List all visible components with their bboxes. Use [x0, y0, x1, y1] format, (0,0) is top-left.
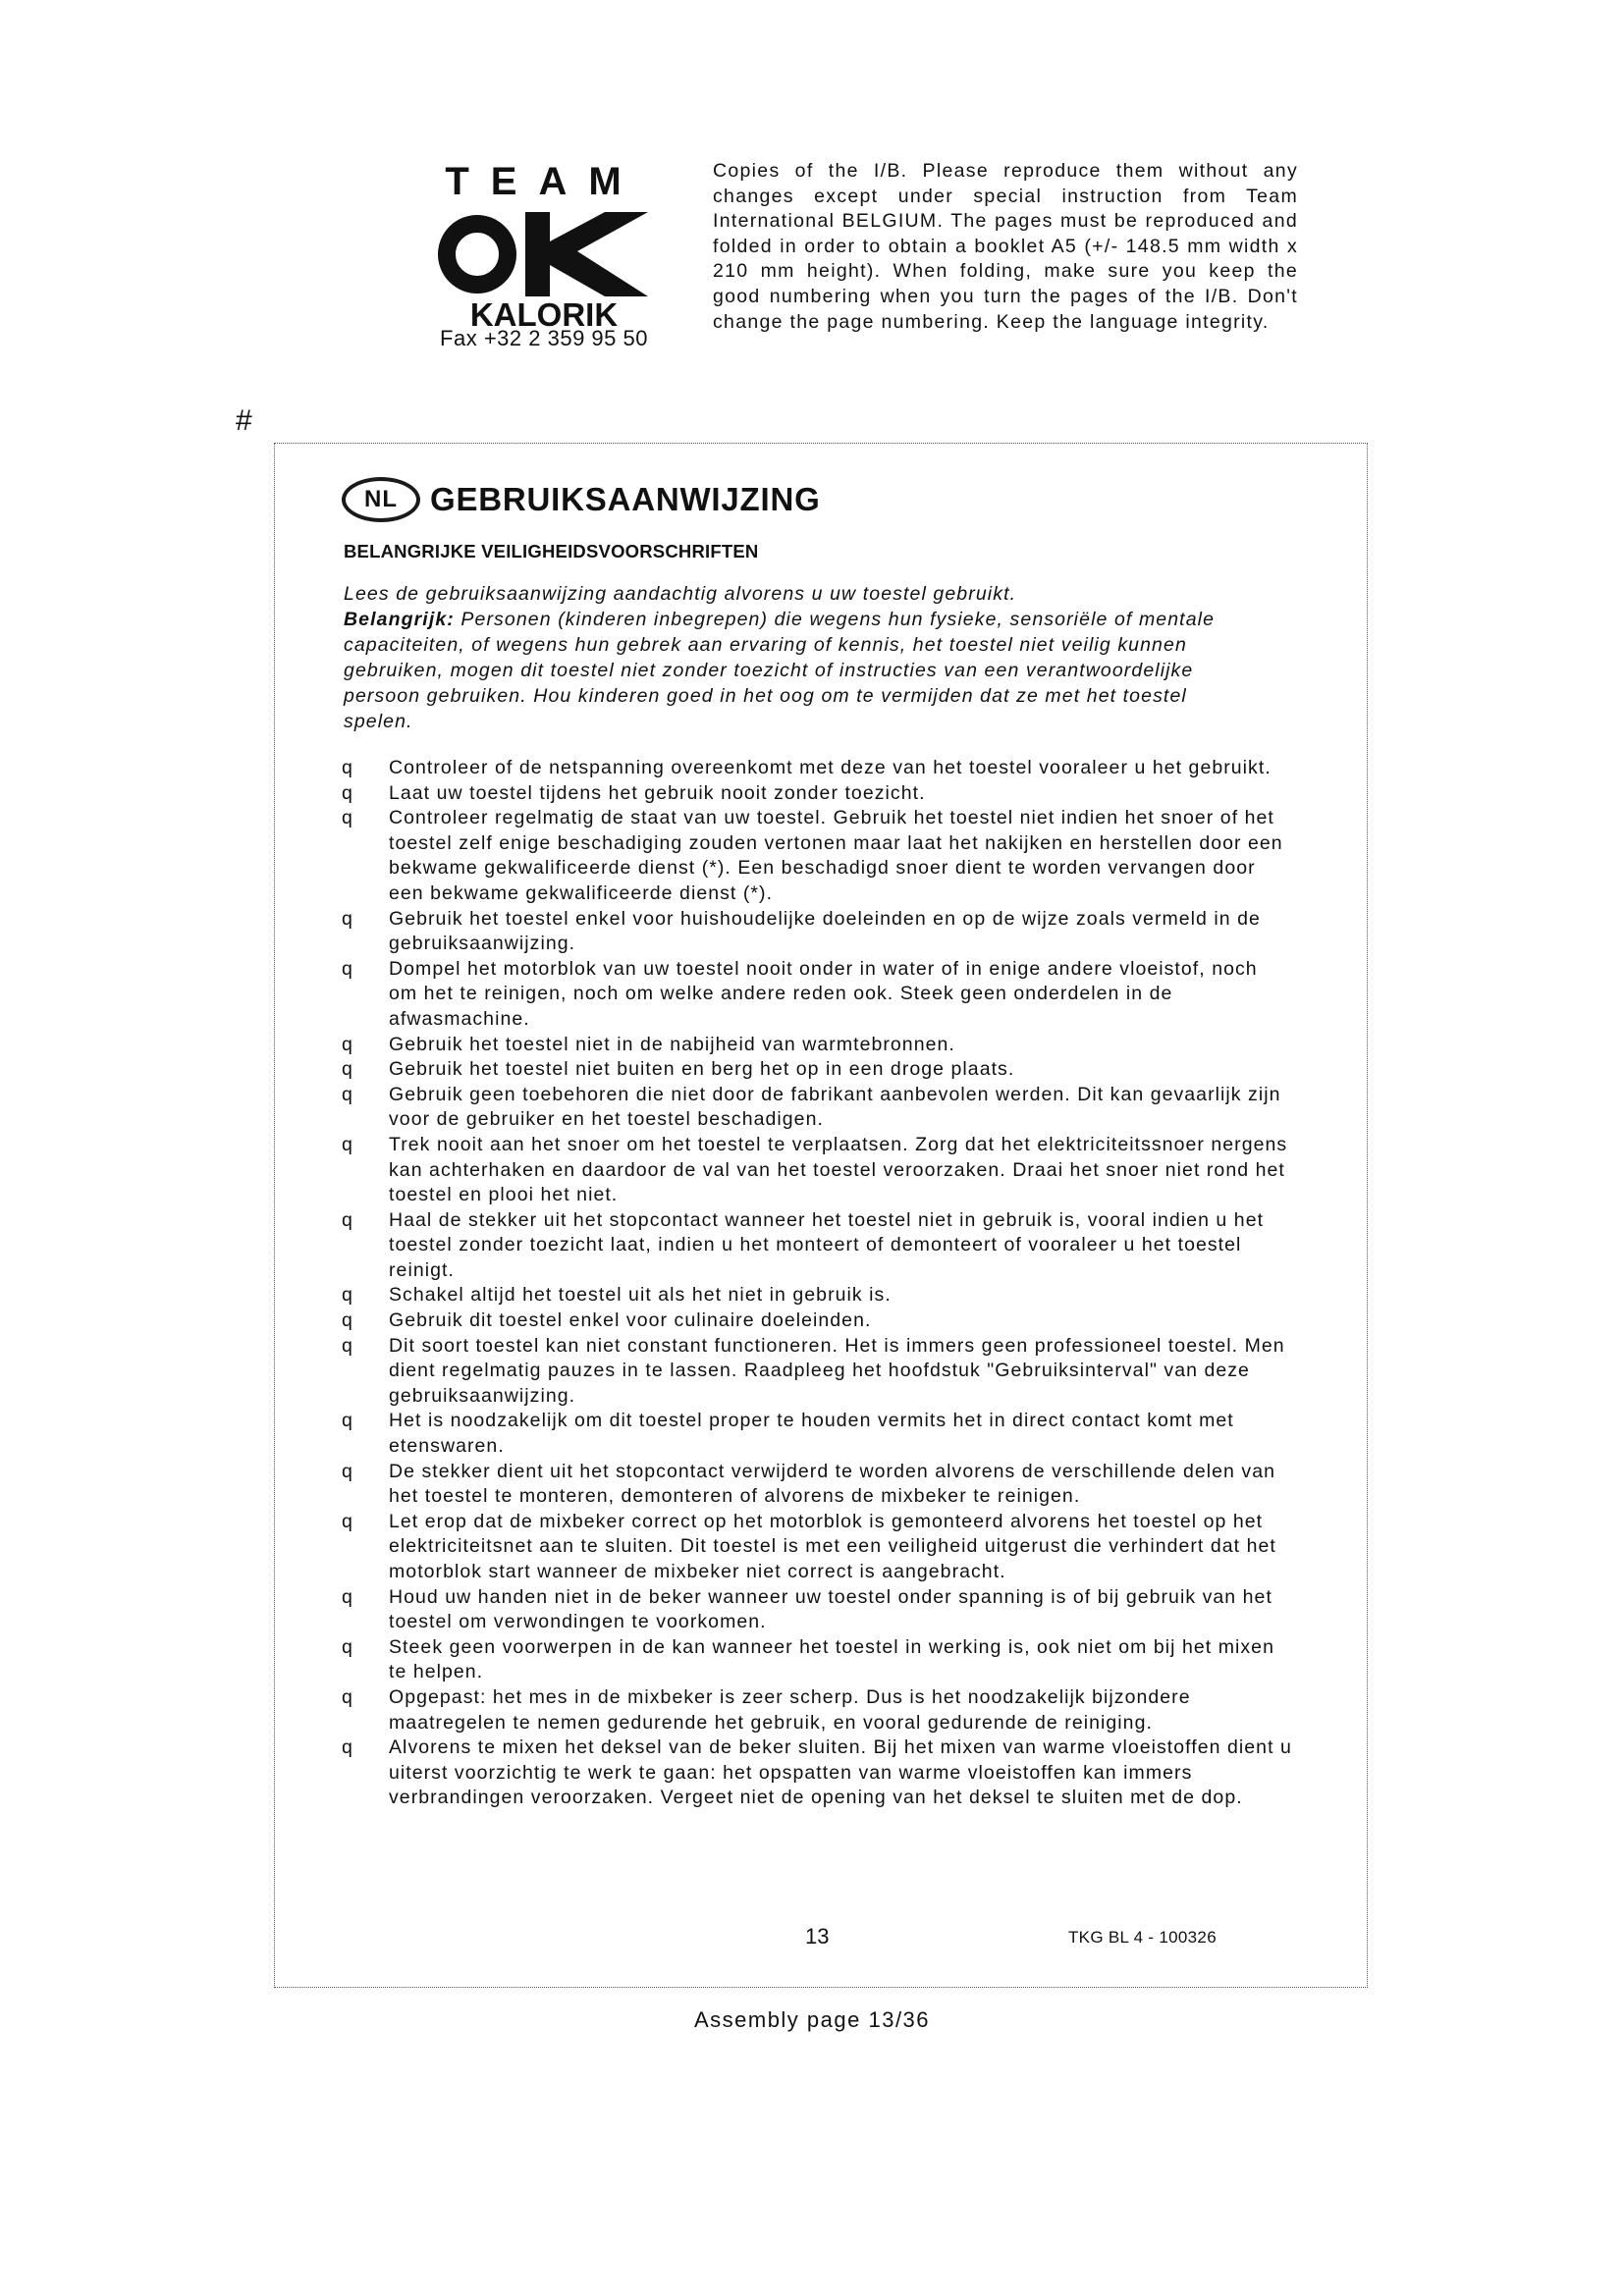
- list-item: [342, 1334, 1292, 1410]
- important-text: Personen (kinderen inbegrepen) die wegens hun fysieke, sensoriële of mentale capaciteiten, of wegens hun gebrek aan ervaring of kennis, het toestel niet veilig kunnen gebruiken, mogen dit toestel niet zonder toezicht of instructies van een verantwoordelijke persoon gebruiken. Hou kinderen goed in het oog om te vermijden dat ze met het toestel spelen.: [344, 609, 1216, 732]
- list-item-text: Het is noodzakelijk om dit toestel proper te houden vermits het in direct contact komt met etenswaren.: [389, 1410, 1234, 1458]
- bullet-marker: q: [342, 1033, 353, 1055]
- bullet-marker: q: [342, 1736, 353, 1759]
- bullet-marker: q: [342, 1083, 353, 1105]
- section-title: BELANGRIJKE VEILIGHEIDSVOORSCHRIFTEN: [344, 541, 759, 561]
- list-item-text: Gebruik dit toestel enkel voor culinaire doeleinden.: [389, 1309, 872, 1332]
- bullet-marker: q: [342, 1510, 353, 1532]
- logo-team-text: TEAM: [445, 160, 643, 203]
- list-item-text: Gebruik geen toebehoren die niet door de fabrikant aanbevolen werden. Dit kan gevaarlijk zijn voor de gebruiker en het toestel beschadigen.: [389, 1083, 1281, 1131]
- intro-line: Lees de gebruiksaanwijzing aandachtig alvorens u uw toestel gebruikt.: [344, 583, 1017, 605]
- bullet-marker: q: [342, 1460, 353, 1482]
- list-item-text: Laat uw toestel tijdens het gebruik nooit zonder toezicht.: [389, 781, 926, 804]
- list-item-text: Alvorens te mixen het deksel van de beker sluiten. Bij het mixen van warme vloeistoffen dient u uiterst voorzichtig te werk te gaan: het opspatten van warme vloeistoffen kan immers verbrandingen veroorzaken. Vergeet niet de opening van het deksel te sluiten met de dop.: [389, 1736, 1292, 1809]
- list-item-text: Gebruik het toestel enkel voor huishoudelijke doeleinden en op de wijze zoals vermeld in de gebruiksaanwijzing.: [389, 907, 1261, 955]
- list-item: [342, 1083, 1292, 1133]
- language-badge: NL: [342, 477, 420, 522]
- bullet-marker: q: [342, 1133, 353, 1155]
- list-item: [342, 806, 1292, 906]
- bullet-marker: q: [342, 1058, 353, 1081]
- list-item-text: Opgepast: het mes in de mixbeker is zeer scherp. Dus is het noodzakelijk bijzondere maatregelen te nemen gedurende het gebruik, en vooral gedurende de reiniging.: [389, 1685, 1191, 1734]
- list-item-text: Houd uw handen niet in de beker wanneer uw toestel onder spanning is of bij gebruik van het toestel om verwondingen te voorkomen.: [389, 1585, 1272, 1633]
- list-item-text: Schakel altijd het toestel uit als het niet in gebruik is.: [389, 1284, 892, 1307]
- list-item: [342, 907, 1292, 957]
- assembly-page-label: Assembly page 13/36: [693, 2007, 931, 2032]
- bullet-marker: q: [342, 1410, 353, 1432]
- intro-text: [344, 581, 1247, 734]
- list-item: [342, 1409, 1292, 1459]
- title-row: [342, 471, 821, 528]
- list-item: [342, 1735, 1292, 1811]
- list-item-text: Controleer regelmatig de staat van uw toestel. Gebruik het toestel niet indien het snoer of het toestel zelf enige beschadiging zouden vertonen maar laat het nakijken en herstellen door een bekwame gekwalificeerde dienst (*). Een beschadigd snoer dient te worden vervangen door een bekwame gekwalificeerde dienst (*).: [389, 807, 1283, 904]
- list-item-text: Dit soort toestel kan niet constant functioneren. Het is immers geen professioneel toestel. Men dient regelmatig pauzes in te lassen. Raadpleeg het hoofdstuk "Gebruiksinterval" van deze gebruiksaanwijzing.: [389, 1334, 1285, 1407]
- bullet-marker: q: [342, 781, 353, 804]
- fax-number: Fax +32 2 359 95 50: [440, 326, 648, 350]
- list-item: [342, 1208, 1292, 1284]
- manual-page: [274, 443, 1368, 1988]
- page-title: GEBRUIKSAANWIJZING: [430, 481, 821, 517]
- bullet-marker: q: [342, 807, 353, 829]
- bullet-marker: q: [342, 1685, 353, 1708]
- list-item: [342, 1510, 1292, 1585]
- list-item-text: Haal de stekker uit het stopcontact wanneer het toestel niet in gebruik is, vooral indien u het toestel zonder toezicht laat, indien u het monteert of demonteert of vooraleer u het toestel reinigt.: [389, 1208, 1265, 1281]
- team-kalorik-logo: [430, 159, 658, 328]
- bullet-marker: q: [342, 1284, 353, 1307]
- bullet-marker: q: [342, 757, 353, 778]
- list-item: [342, 1460, 1292, 1510]
- list-item-text: Gebruik het toestel niet buiten en berg het op in een droge plaats.: [389, 1058, 1015, 1081]
- list-item-text: Dompel het motorblok van uw toestel nooit onder in water of in enige andere vloeistof, noch om het te reinigen, noch om welke andere reden ook. Steek geen onderdelen in de afwasmachine.: [389, 957, 1258, 1030]
- bullet-marker: q: [342, 1309, 353, 1332]
- list-item: [342, 1057, 1292, 1083]
- kalorik-logo-icon: [430, 159, 658, 328]
- bullet-marker: q: [342, 1585, 353, 1608]
- bullet-marker: q: [342, 957, 353, 980]
- bullet-marker: q: [342, 1208, 353, 1231]
- list-item: [342, 1308, 1292, 1334]
- header: [430, 155, 1314, 381]
- reproduction-instructions: Copies of the I/B. Please reproduce them without any changes except under special instruction from Team International BELGIUM. The pages must be reproduced and folded in order to obtain a booklet A5 (+/- 148.5 mm width x 210 mm height). When folding, make sure you keep the good numbering when you turn the pages of the I/B. Don't change the page numbering. Keep the language integrity.: [713, 160, 1298, 333]
- safety-list: [342, 756, 1292, 1811]
- bullet-marker: q: [342, 907, 353, 930]
- list-item: [342, 1685, 1292, 1735]
- important-paragraph: [344, 607, 1247, 734]
- list-item: [342, 1635, 1292, 1685]
- list-item: [342, 1033, 1292, 1058]
- document-code: TKG BL 4 - 100326: [1068, 1928, 1217, 1947]
- list-item: [342, 957, 1292, 1033]
- hash-mark: #: [236, 404, 252, 437]
- logo-brand-text: KALORIK: [469, 296, 619, 328]
- list-item: [342, 756, 1292, 781]
- list-item: [342, 1585, 1292, 1635]
- bullet-marker: q: [342, 1635, 353, 1658]
- important-label: Belangrijk:: [344, 609, 455, 630]
- page-number: 13: [805, 1924, 830, 1949]
- list-item-text: Trek nooit aan het snoer om het toestel te verplaatsen. Zorg dat het elektriciteitssnoer nergens kan achterhaken en daardoor de val van het toestel veroorzaken. Draai het snoer niet rond het toestel en plooi het niet.: [389, 1133, 1288, 1206]
- list-item-text: Gebruik het toestel niet in de nabijheid van warmtebronnen.: [389, 1033, 955, 1055]
- list-item-text: Steek geen voorwerpen in de kan wanneer het toestel in werking is, ook niet om bij het mixen te helpen.: [389, 1635, 1274, 1683]
- list-item: [342, 1283, 1292, 1308]
- list-item: [342, 1133, 1292, 1208]
- bullet-marker: q: [342, 1334, 353, 1357]
- list-item-text: Controleer of de netspanning overeenkomt met deze van het toestel vooraleer u het gebruikt.: [389, 757, 1272, 778]
- list-item-text: De stekker dient uit het stopcontact verwijderd te worden alvorens de verschillende delen van het toestel te monteren, demonteren of alvorens de mixbeker te reinigen.: [389, 1460, 1276, 1508]
- list-item-text: Let erop dat de mixbeker correct op het motorblok is gemonteerd alvorens het toestel op het elektriciteitsnet aan te sluiten. Dit toestel is met een veiligheid uitgerust die verhindert dat het motorblok start wanneer de mixbeker niet correct is aangebracht.: [389, 1510, 1276, 1582]
- list-item: [342, 781, 1292, 807]
